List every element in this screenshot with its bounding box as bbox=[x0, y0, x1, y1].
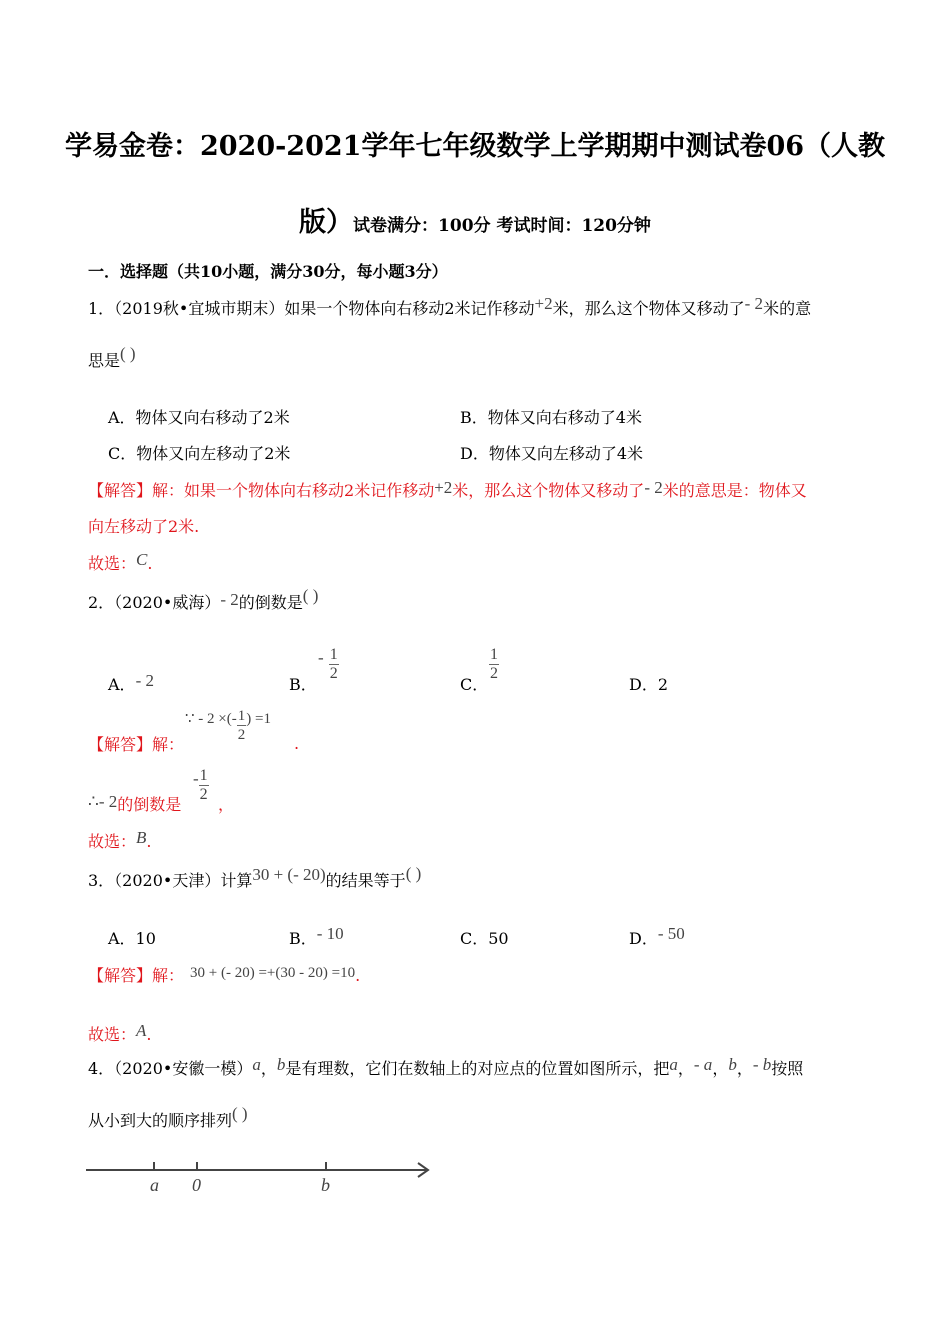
q2-therefore-a: ∴- 2 bbox=[88, 792, 118, 811]
q3-stem-a: 3．（2020•天津）计算 bbox=[88, 871, 253, 890]
q1-answer-plus2: +2 bbox=[434, 478, 453, 497]
q1-answer bbox=[88, 478, 807, 501]
q2-because-fraction bbox=[237, 707, 247, 744]
q2-option-a-value: - 2 bbox=[135, 671, 154, 690]
q3-answer-a: 解： bbox=[152, 966, 185, 985]
q3-answer-expr: 30 + (- 20) =+(30 - 20) =10 bbox=[190, 965, 356, 981]
q3-expr: 30 + (- 20) bbox=[252, 865, 326, 884]
section-heading: 一．选择题（共10小题，满分30分，每小题3分） bbox=[88, 262, 448, 281]
q2-choose-letter: B bbox=[136, 828, 147, 847]
q2-choose-dot: . bbox=[146, 832, 152, 851]
q1-stem-a: 1．（2019秋•宜城市期末）如果一个物体向右移动2米记作移动 bbox=[88, 299, 535, 318]
q3-option-d-value: - 50 bbox=[657, 924, 685, 943]
q3-option-d bbox=[629, 926, 685, 949]
q2-therefore-fraction bbox=[199, 767, 209, 804]
q1-option-c: C．物体又向左移动了2米 bbox=[108, 444, 291, 463]
q1-stem-d: 思是 bbox=[88, 351, 121, 370]
q4-var-b: b bbox=[276, 1055, 286, 1074]
q2-option-b-label: B． bbox=[289, 675, 317, 694]
q1-choose bbox=[88, 551, 152, 574]
q4-stem bbox=[88, 1056, 803, 1079]
q2-stem-b: 的倒数是 bbox=[238, 593, 303, 612]
tick-label-b: b bbox=[321, 1175, 330, 1195]
q2-therefore-value bbox=[193, 767, 209, 804]
q1-stem-line2 bbox=[88, 344, 136, 371]
q1-option-d: D．物体又向左移动了4米 bbox=[460, 444, 644, 463]
q3-answer-tag: 【解答】 bbox=[88, 966, 153, 985]
q2-option-a bbox=[108, 672, 154, 695]
q2-therefore-comma: ， bbox=[218, 795, 235, 814]
q2-answer bbox=[88, 732, 184, 755]
q3-choose-letter: A bbox=[136, 1021, 147, 1040]
q3-stem-b: 的结果等于 bbox=[325, 871, 406, 890]
q2-because-b: ) =1 bbox=[246, 711, 271, 727]
q2-answer-tag: 【解答】 bbox=[88, 735, 153, 754]
q1-answer-minus2: - 2 bbox=[644, 478, 663, 497]
q2-because-expr bbox=[185, 707, 271, 744]
q2-option-c-label: C． bbox=[460, 675, 489, 694]
q2-stem bbox=[88, 586, 319, 613]
q2-option-b-fraction bbox=[329, 646, 339, 683]
q4-stem-b: 是有理数，它们在数轴上的对应点的位置如图所示，把 bbox=[285, 1059, 670, 1078]
q1-option-a: A．物体又向右移动了2米 bbox=[108, 408, 290, 427]
q2-option-c-fraction bbox=[489, 646, 499, 683]
q4-list-neg-b: - b bbox=[752, 1055, 772, 1074]
fraction-denominator: 2 bbox=[490, 665, 498, 682]
q4-stem-line2 bbox=[88, 1104, 248, 1131]
q4-paren: ( ) bbox=[232, 1104, 248, 1123]
q1-answer-line2: 向左移动了2米. bbox=[88, 517, 200, 536]
q4-stem-c: 按照 bbox=[771, 1059, 804, 1078]
q3-option-b-label: B． bbox=[289, 929, 317, 948]
q2-therefore bbox=[88, 792, 181, 815]
q1-paren: ( ) bbox=[120, 344, 136, 363]
q1-choose-letter: C bbox=[136, 550, 148, 569]
fraction-numerator: 1 bbox=[490, 646, 498, 663]
q1-stem-b: 米，那么这个物体又移动了 bbox=[552, 299, 745, 318]
q3-choose-dot: . bbox=[146, 1025, 152, 1044]
q3-option-b bbox=[289, 926, 344, 949]
q4-list-neg-a: - a bbox=[693, 1055, 713, 1074]
q2-option-b-sign: - bbox=[318, 648, 324, 667]
page-title: 学易金卷：2020-2021学年七年级数学上学期期中测试卷06（人教 bbox=[64, 131, 886, 162]
q3-option-b-value: - 10 bbox=[316, 924, 344, 943]
page-subtitle bbox=[0, 200, 950, 239]
tick-label-a: a bbox=[150, 1175, 159, 1195]
q2-minus2: - 2 bbox=[220, 590, 239, 609]
q1-stem bbox=[88, 296, 811, 319]
fraction-denominator: 2 bbox=[329, 665, 338, 682]
q2-option-c-value bbox=[489, 646, 499, 683]
q1-answer-c: 米的意思是：物体又 bbox=[662, 481, 807, 500]
tick-label-zero: 0 bbox=[192, 1175, 201, 1195]
number-line-figure bbox=[80, 1150, 450, 1200]
q3-choose bbox=[88, 1022, 152, 1045]
q4-comma-4: ， bbox=[736, 1059, 753, 1078]
q2-choose bbox=[88, 829, 152, 852]
q1-answer-tag: 【解答】 bbox=[88, 481, 153, 500]
fraction-denominator: 2 bbox=[237, 727, 246, 743]
q2-option-a-label: A． bbox=[108, 675, 136, 694]
fraction-denominator: 2 bbox=[199, 786, 208, 803]
q1-option-b: B．物体又向右移动了4米 bbox=[460, 408, 642, 427]
q1-answer-b: 米，那么这个物体又移动了 bbox=[452, 481, 645, 500]
fraction-numerator: 1 bbox=[329, 646, 338, 663]
q1-minus2: - 2 bbox=[744, 294, 764, 313]
q2-because-dot: . bbox=[294, 734, 300, 753]
q2-paren: ( ) bbox=[302, 586, 319, 605]
q4-list-b: b bbox=[728, 1055, 737, 1074]
title-suffix: 版） bbox=[299, 207, 354, 238]
q3-option-c: C．50 bbox=[460, 929, 509, 948]
q1-answer-a: 解：如果一个物体向右移动2米记作移动 bbox=[152, 481, 435, 500]
q3-answer bbox=[88, 963, 360, 986]
q1-choose-dot: . bbox=[147, 554, 153, 573]
q3-answer-dot: . bbox=[355, 966, 361, 985]
fraction-numerator: 1 bbox=[237, 708, 246, 724]
q4-stem-a: 4．（2020•安徽一模） bbox=[88, 1059, 253, 1078]
q4-list-a: a bbox=[669, 1055, 678, 1074]
q4-var-a: a bbox=[252, 1055, 261, 1074]
q4-comma-2: ， bbox=[677, 1059, 694, 1078]
q4-stem-d: 从小到大的顺序排列 bbox=[88, 1111, 233, 1130]
q1-plus2: +2 bbox=[534, 294, 553, 313]
fraction-numerator: 1 bbox=[199, 767, 208, 784]
q2-stem-a: 2．（2020•威海） bbox=[88, 593, 221, 612]
q3-choose-label: 故选： bbox=[88, 1025, 137, 1044]
q3-option-d-label: D． bbox=[629, 929, 658, 948]
q2-because-a: ∵ - 2 ×(- bbox=[185, 711, 237, 727]
q1-stem-c: 米的意 bbox=[763, 299, 812, 318]
q2-therefore-b: 的倒数是 bbox=[117, 795, 182, 814]
q4-comma-3: ， bbox=[712, 1059, 729, 1078]
q2-therefore-sign: - bbox=[193, 769, 199, 788]
q3-option-a: A．10 bbox=[108, 929, 156, 948]
q2-answer-a: 解： bbox=[152, 735, 185, 754]
q2-choose-label: 故选： bbox=[88, 832, 137, 851]
q3-stem bbox=[88, 864, 422, 891]
q4-comma-1: ， bbox=[260, 1059, 277, 1078]
exam-info: 试卷满分：100分 考试时间：120分钟 bbox=[353, 216, 651, 236]
q1-choose-label: 故选： bbox=[88, 554, 137, 573]
q2-option-b-value bbox=[318, 646, 339, 683]
q2-option-d: D．2 bbox=[629, 675, 669, 694]
q3-paren: ( ) bbox=[405, 864, 422, 883]
